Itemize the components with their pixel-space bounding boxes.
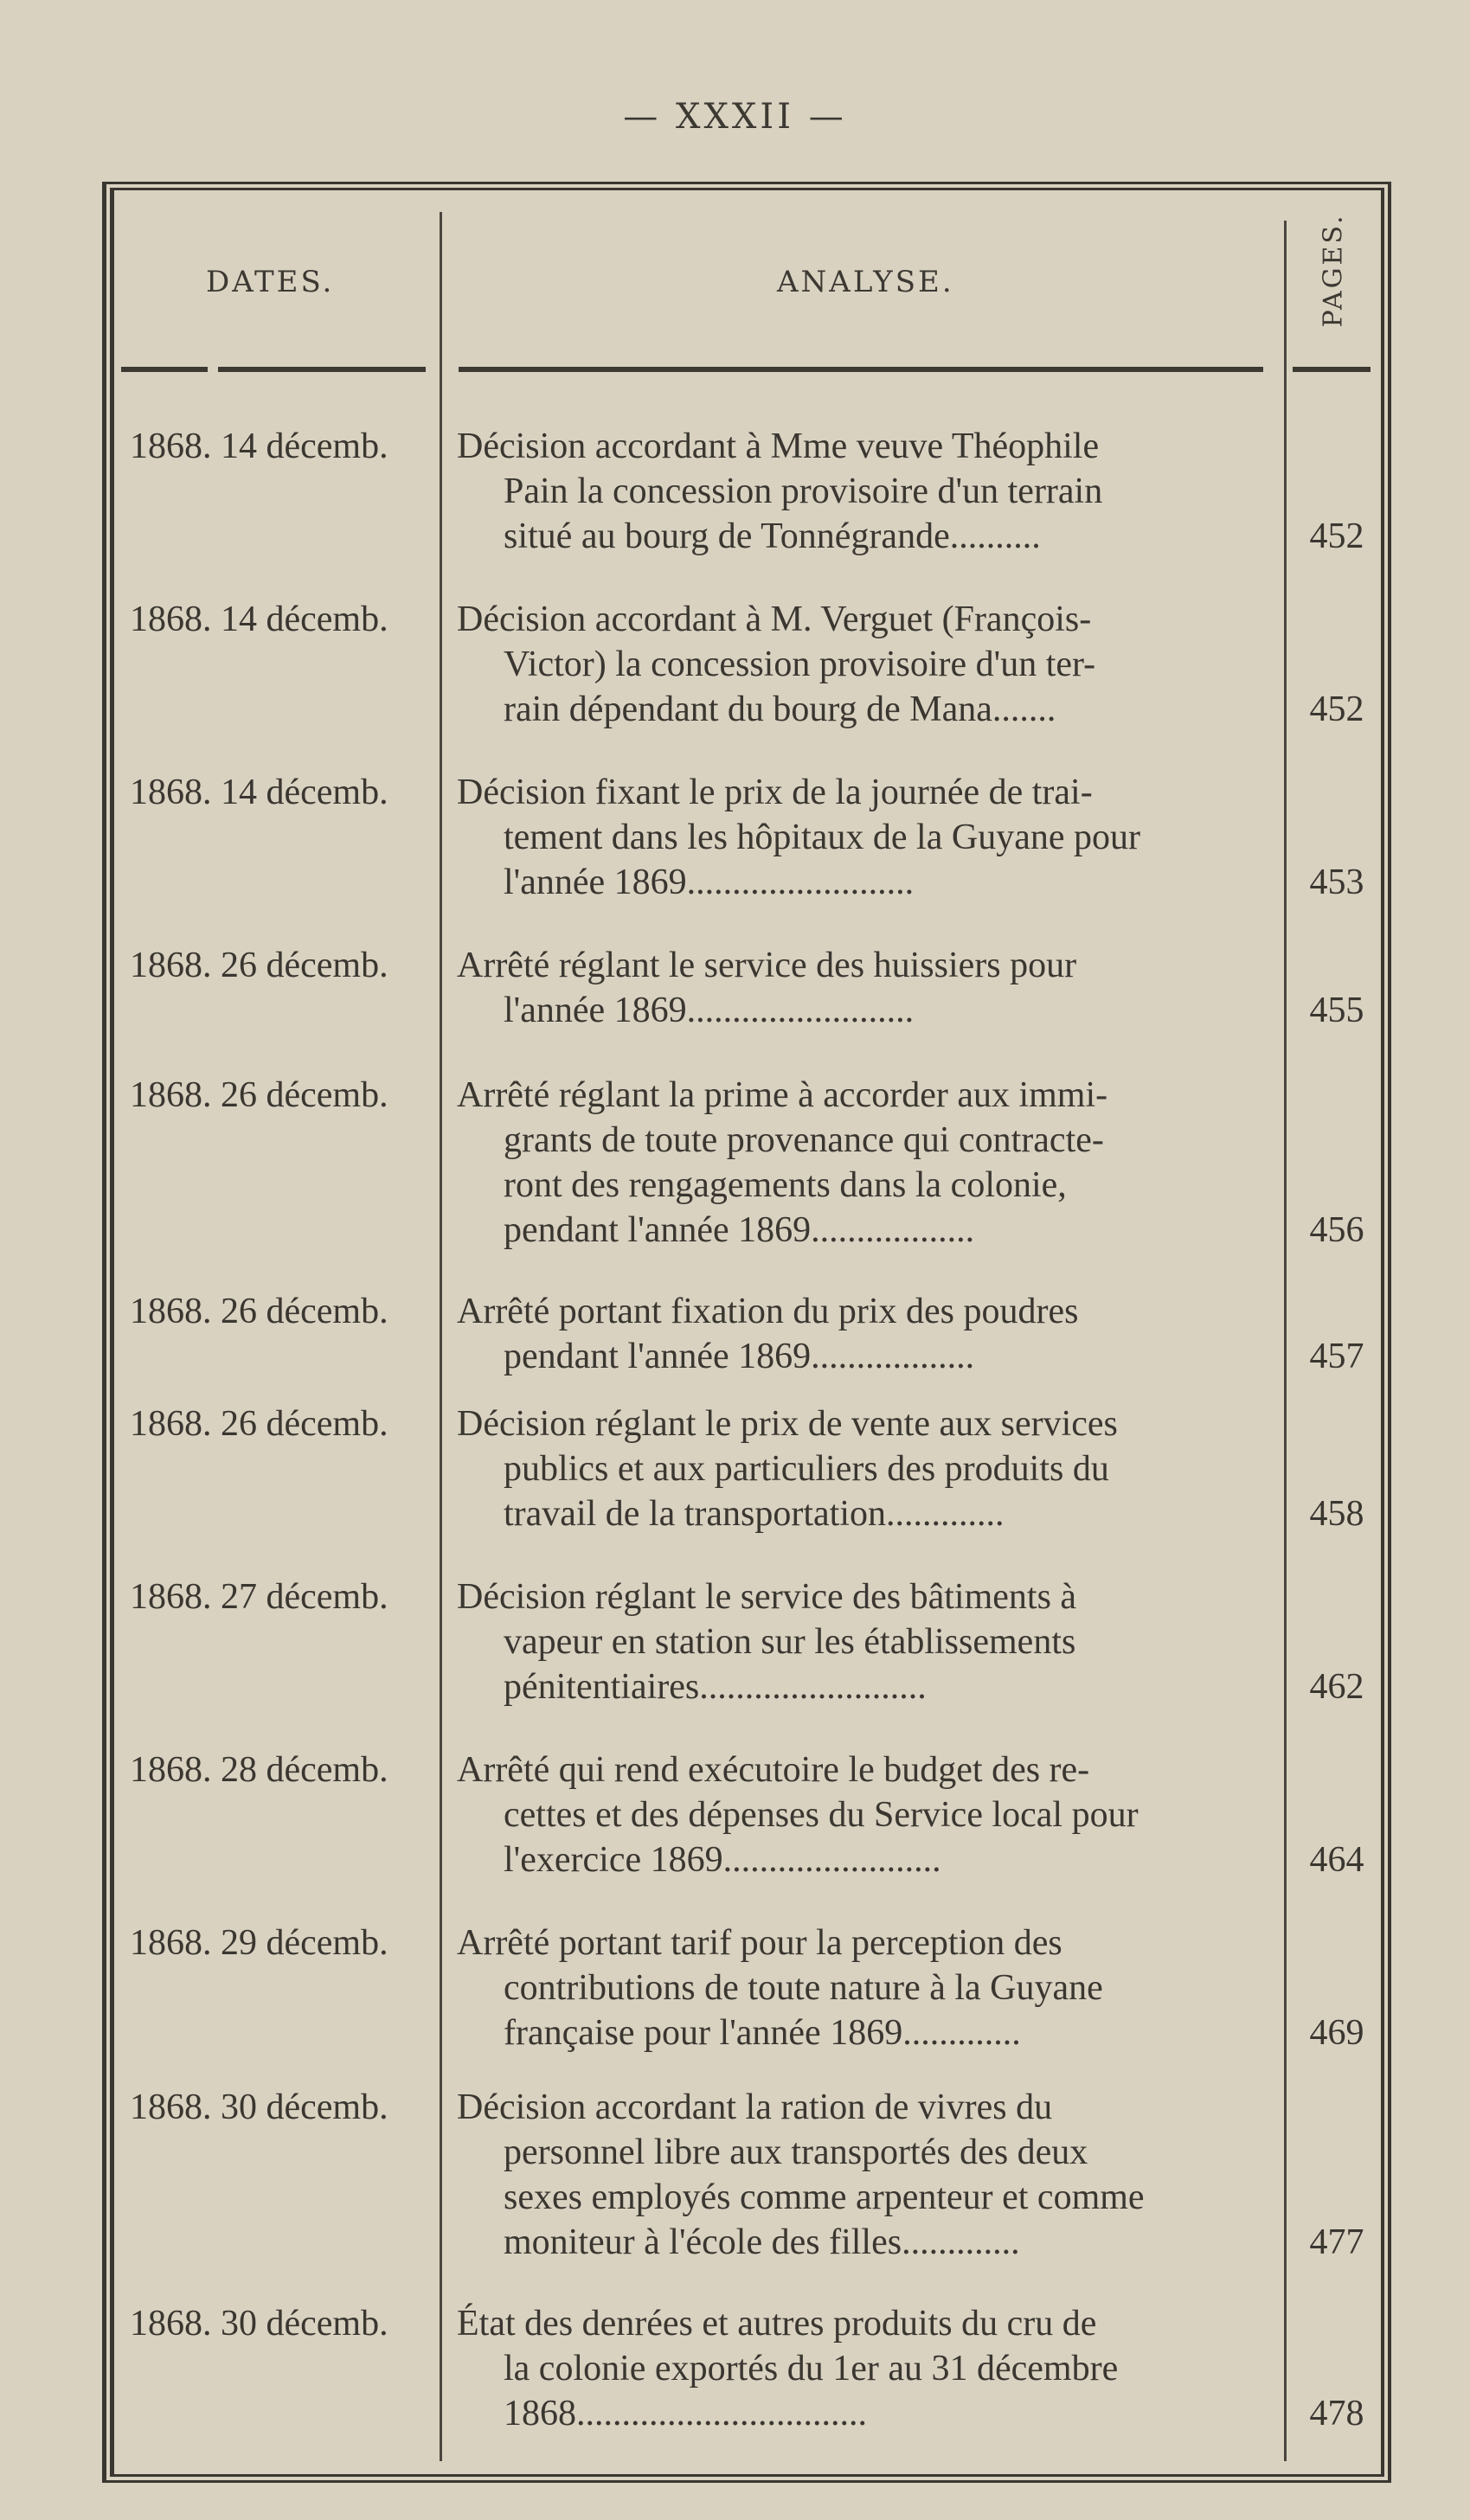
entry-page: 477 bbox=[1309, 2222, 1364, 2262]
entry-page: 478 bbox=[1309, 2394, 1364, 2433]
analysis-line: Victor) la concession provisoire d'un ter- bbox=[504, 644, 1096, 684]
entry-page: 453 bbox=[1309, 862, 1364, 902]
analysis-line: française pour l'année 1869............. bbox=[504, 2013, 1021, 2053]
entry-date: 1868. 30 décemb. bbox=[130, 2087, 388, 2127]
entry-page: 452 bbox=[1309, 689, 1364, 729]
analysis-line: Décision fixant le prix de la journée de trai- bbox=[457, 773, 1093, 812]
analysis-line: l'exercice 1869........................ bbox=[504, 1840, 941, 1880]
entry-date: 1868. 30 décemb. bbox=[130, 2304, 388, 2344]
entry-date: 1868. 14 décemb. bbox=[130, 600, 388, 639]
entry-analysis bbox=[457, 2301, 1279, 2436]
header-rule-dates-left bbox=[121, 367, 208, 372]
entry-date: 1868. 26 décemb. bbox=[130, 1292, 388, 1331]
analysis-line: l'année 1869......................... bbox=[504, 862, 915, 902]
analysis-line: Arrêté qui rend exécutoire le budget des re- bbox=[457, 1750, 1090, 1790]
analysis-line: sexes employés comme arpenteur et comme bbox=[504, 2177, 1145, 2217]
analysis-line: Arrêté portant fixation du prix des poudres bbox=[457, 1292, 1079, 1331]
entry-page: 469 bbox=[1309, 2013, 1364, 2053]
column-separator-pages bbox=[1284, 221, 1287, 2461]
analysis-line: situé au bourg de Tonnégrande.......... bbox=[504, 516, 1041, 556]
header-dates: DATES. bbox=[206, 265, 335, 299]
analysis-line: Pain la concession provisoire d'un terrain bbox=[504, 471, 1103, 511]
analysis-line: ront des rengagements dans la colonie, bbox=[504, 1165, 1067, 1205]
entry-analysis bbox=[457, 1073, 1279, 1253]
analysis-line: Arrêté réglant la prime à accorder aux immi- bbox=[457, 1075, 1108, 1115]
entry-analysis bbox=[457, 1920, 1279, 2055]
analysis-line: contributions de toute nature à la Guyane bbox=[504, 1968, 1103, 2008]
entry-analysis bbox=[457, 2085, 1279, 2265]
analysis-line: Décision accordant à Mme veuve Théophile bbox=[457, 426, 1100, 466]
entry-date: 1868. 14 décemb. bbox=[130, 773, 388, 812]
analysis-line: Arrêté portant tarif pour la perception des bbox=[457, 1923, 1062, 1963]
analysis-line: pendant l'année 1869.................. bbox=[504, 1337, 975, 1376]
entry-page: 457 bbox=[1309, 1337, 1364, 1376]
analysis-line: personnel libre aux transportés des deux bbox=[504, 2132, 1088, 2172]
analysis-line: Décision accordant la ration de vivres du bbox=[457, 2087, 1053, 2127]
page-number: — XXXII — bbox=[623, 97, 847, 137]
entry-analysis bbox=[457, 424, 1279, 559]
entry-page: 455 bbox=[1309, 991, 1364, 1030]
entry-analysis bbox=[457, 1574, 1279, 1709]
entry-page: 464 bbox=[1309, 1840, 1364, 1880]
analysis-line: 1868................................ bbox=[504, 2394, 867, 2433]
analysis-line: grants de toute provenance qui contracte- bbox=[504, 1120, 1104, 1160]
analysis-line: rain dépendant du bourg de Mana....... bbox=[504, 689, 1056, 729]
analysis-line: pénitentiaires......................... bbox=[504, 1667, 927, 1707]
entry-date: 1868. 26 décemb. bbox=[130, 1075, 388, 1115]
entry-page: 452 bbox=[1309, 516, 1364, 556]
analysis-line: cettes et des dépenses du Service local pour bbox=[504, 1795, 1139, 1835]
analysis-line: la colonie exportés du 1er au 31 décembre bbox=[504, 2349, 1119, 2389]
analysis-line: Décision accordant à M. Verguet (François- bbox=[457, 600, 1092, 639]
entry-analysis bbox=[457, 943, 1279, 1033]
entry-analysis bbox=[457, 1289, 1279, 1379]
entry-analysis bbox=[457, 1747, 1279, 1882]
entry-date: 1868. 14 décemb. bbox=[130, 426, 388, 466]
header-rule-dates-right bbox=[218, 367, 426, 372]
entry-analysis bbox=[457, 1401, 1279, 1536]
analysis-line: pendant l'année 1869.................. bbox=[504, 1210, 975, 1250]
analysis-line: travail de la transportation............. bbox=[504, 1494, 1005, 1534]
analysis-line: tement dans les hôpitaux de la Guyane pour bbox=[504, 818, 1140, 857]
analysis-line: vapeur en station sur les établissements bbox=[504, 1622, 1076, 1662]
entry-analysis bbox=[457, 770, 1279, 905]
header-rule-analysis bbox=[459, 367, 1263, 372]
header-pages: PAGES. bbox=[1318, 213, 1349, 328]
entry-date: 1868. 26 décemb. bbox=[130, 1404, 388, 1444]
entry-date: 1868. 29 décemb. bbox=[130, 1923, 388, 1963]
analysis-line: publics et aux particuliers des produits du bbox=[504, 1449, 1109, 1489]
entry-page: 462 bbox=[1309, 1667, 1364, 1707]
analysis-line: Décision réglant le service des bâtiments à bbox=[457, 1577, 1077, 1617]
entry-page: 456 bbox=[1309, 1210, 1364, 1250]
header-analysis: ANALYSE. bbox=[777, 265, 954, 299]
entry-date: 1868. 28 décemb. bbox=[130, 1750, 388, 1790]
entry-page: 458 bbox=[1309, 1494, 1364, 1534]
analysis-line: Décision réglant le prix de vente aux services bbox=[457, 1404, 1118, 1444]
header-rule-pages bbox=[1293, 367, 1371, 372]
analysis-line: État des denrées et autres produits du cru de bbox=[457, 2304, 1097, 2344]
analysis-line: l'année 1869......................... bbox=[504, 991, 915, 1030]
analysis-line: Arrêté réglant le service des huissiers pour bbox=[457, 946, 1077, 985]
entry-date: 1868. 26 décemb. bbox=[130, 946, 388, 985]
analysis-line: moniteur à l'école des filles............. bbox=[504, 2222, 1020, 2262]
entry-analysis bbox=[457, 597, 1279, 732]
entry-date: 1868. 27 décemb. bbox=[130, 1577, 388, 1617]
